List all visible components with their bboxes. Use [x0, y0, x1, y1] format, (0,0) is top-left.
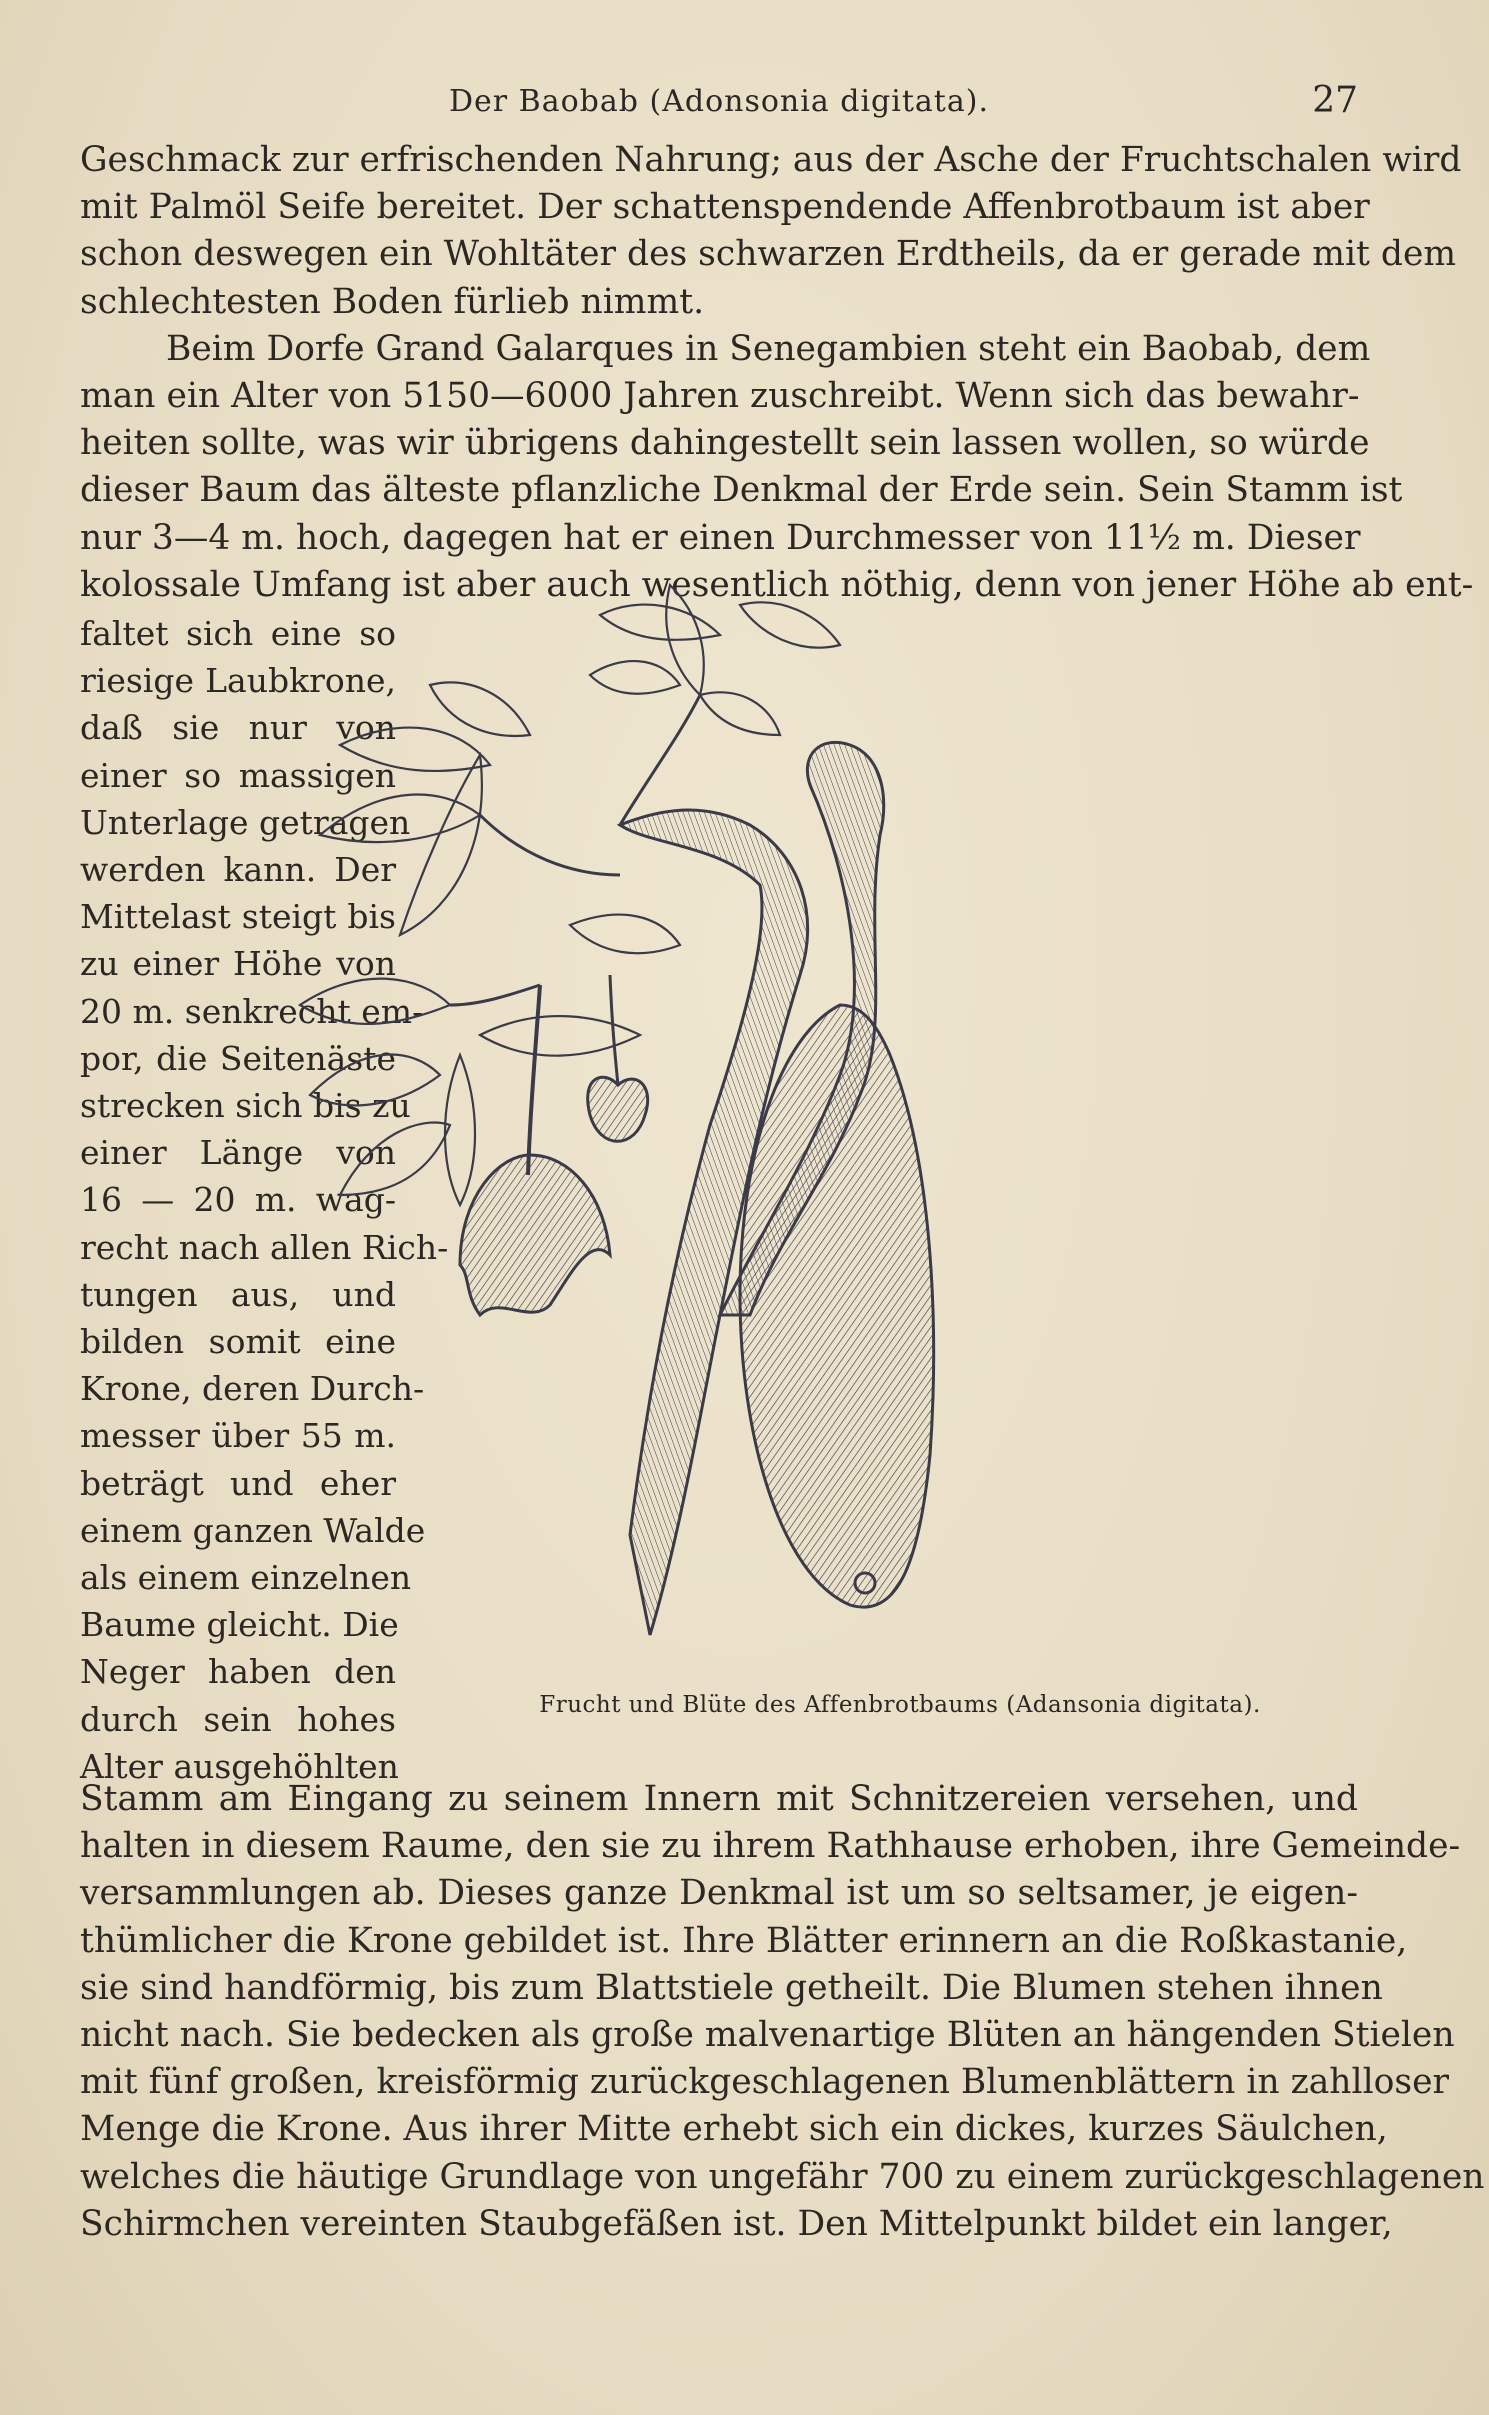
text-line: dieser Baum das älteste pflanzliche Denkmal der Erde sein. Sein Stamm ist: [80, 470, 1403, 511]
text-line: schlechtesten Boden fürlieb nimmt.: [80, 281, 705, 322]
text-line: heiten sollte, was wir übrigens dahingestellt sein lassen wollen, so würde: [80, 423, 1370, 464]
body-text-top: [80, 137, 1474, 609]
text-line: nur 3—4 m. hoch, dagegen hat er einen Durchmesser von 11½ m. Dieser: [80, 517, 1361, 558]
text-line: mit fünf großen, kreisförmig zurückgeschlagenen Blumenblättern in zahlloser: [80, 2062, 1449, 2103]
figure-caption: Frucht und Blüte des Affenbrotbaums (Adansonia digitata).: [539, 1692, 1261, 1718]
text-line: 16 — 20 m. wag-: [80, 1180, 396, 1220]
text-line: Beim Dorfe Grand Galarques in Senegambien steht ein Baobab, dem: [166, 328, 1371, 369]
engraving-fruit-flower: [420, 675, 1365, 1675]
text-line: riesige Laubkrone,: [80, 661, 396, 701]
text-line: einer so massigen: [80, 755, 396, 795]
text-line: Menge die Krone. Aus ihrer Mitte erhebt sich ein dickes, kurzes Säulchen,: [80, 2109, 1388, 2150]
text-line: Alter ausgehöhlten: [80, 1746, 399, 1786]
text-line: recht nach allen Rich-: [80, 1227, 449, 1267]
text-line: sie sind handförmig, bis zum Blattstiele getheilt. Die Blumen stehen ihnen: [80, 1967, 1383, 2008]
text-line: halten in diesem Raume, den sie zu ihrem Rathhause erhoben, ihre Gemeinde-: [80, 1826, 1461, 1867]
text-line: durch sein hohes: [80, 1699, 396, 1739]
text-line: faltet sich eine so: [80, 614, 396, 653]
text-line: nicht nach. Sie bedecken als große malvenartige Blüten an hängenden Stielen: [80, 2015, 1455, 2056]
text-line: mit Palmöl Seife bereitet. Der schattenspendende Affenbrotbaum ist aber: [80, 187, 1370, 228]
text-line: schon deswegen ein Wohltäter des schwarzen Erdtheils, da er gerade mit dem: [80, 234, 1457, 275]
text-line: als einem einzelnen: [80, 1558, 412, 1598]
text-line: Stamm am Eingang zu seinem Innern mit Schnitzereien versehen, und: [80, 1779, 1358, 1819]
page-number: 27: [1312, 80, 1358, 121]
text-line: Baume gleicht. Die: [80, 1605, 399, 1645]
text-line: messer über 55 m.: [80, 1416, 396, 1456]
text-line: Krone, deren Durch-: [80, 1369, 425, 1409]
text-line: thümlicher die Krone gebildet ist. Ihre Blätter erinnern an die Roßkastanie,: [80, 1920, 1408, 1961]
text-line: Mittelast steigt bis: [80, 897, 396, 937]
text-line: man ein Alter von 5150—6000 Jahren zuschreibt. Wenn sich das bewahr-: [80, 376, 1360, 417]
running-title: Der Baobab (Adonsonia digitata).: [449, 84, 989, 119]
text-line: Unterlage getragen: [80, 802, 411, 842]
text-line: einem ganzen Walde: [80, 1510, 426, 1550]
text-line: daß sie nur von: [80, 708, 396, 748]
text-line: einer Länge von: [80, 1133, 396, 1173]
text-line: versammlungen ab. Dieses ganze Denkmal ist um so seltsamer, je eigen-: [80, 1873, 1358, 1914]
running-head: [80, 78, 1358, 128]
text-line: strecken sich bis zu: [80, 1086, 411, 1126]
text-line: tungen aus, und: [80, 1274, 396, 1314]
text-line: zu einer Höhe von: [80, 944, 396, 984]
text-line: Geschmack zur erfrischenden Nahrung; aus der Asche der Fruchtschalen wird: [80, 140, 1462, 180]
text-line: 20 m. senkrecht em-: [80, 991, 424, 1031]
text-line: Neger haben den: [80, 1652, 396, 1692]
text-line: bilden somit eine: [80, 1322, 396, 1362]
text-line: por, die Seitenäste: [80, 1038, 396, 1078]
text-line: beträgt und eher: [80, 1463, 396, 1503]
body-text-bottom: [80, 1776, 1485, 2248]
body-text-narrow: [80, 610, 449, 1790]
text-line: werden kann. Der: [80, 850, 396, 890]
text-line: Schirmchen vereinten Staubgefäßen ist. Den Mittelpunkt bildet ein langer,: [80, 2203, 1393, 2244]
text-line: kolossale Umfang ist aber auch wesentlich nöthig, denn von jener Höhe ab ent-: [80, 564, 1474, 605]
text-line: welches die häutige Grundlage von ungefähr 700 zu einem zurückgeschlagenen: [80, 2156, 1485, 2197]
baobab-illustration: [420, 675, 1365, 1705]
